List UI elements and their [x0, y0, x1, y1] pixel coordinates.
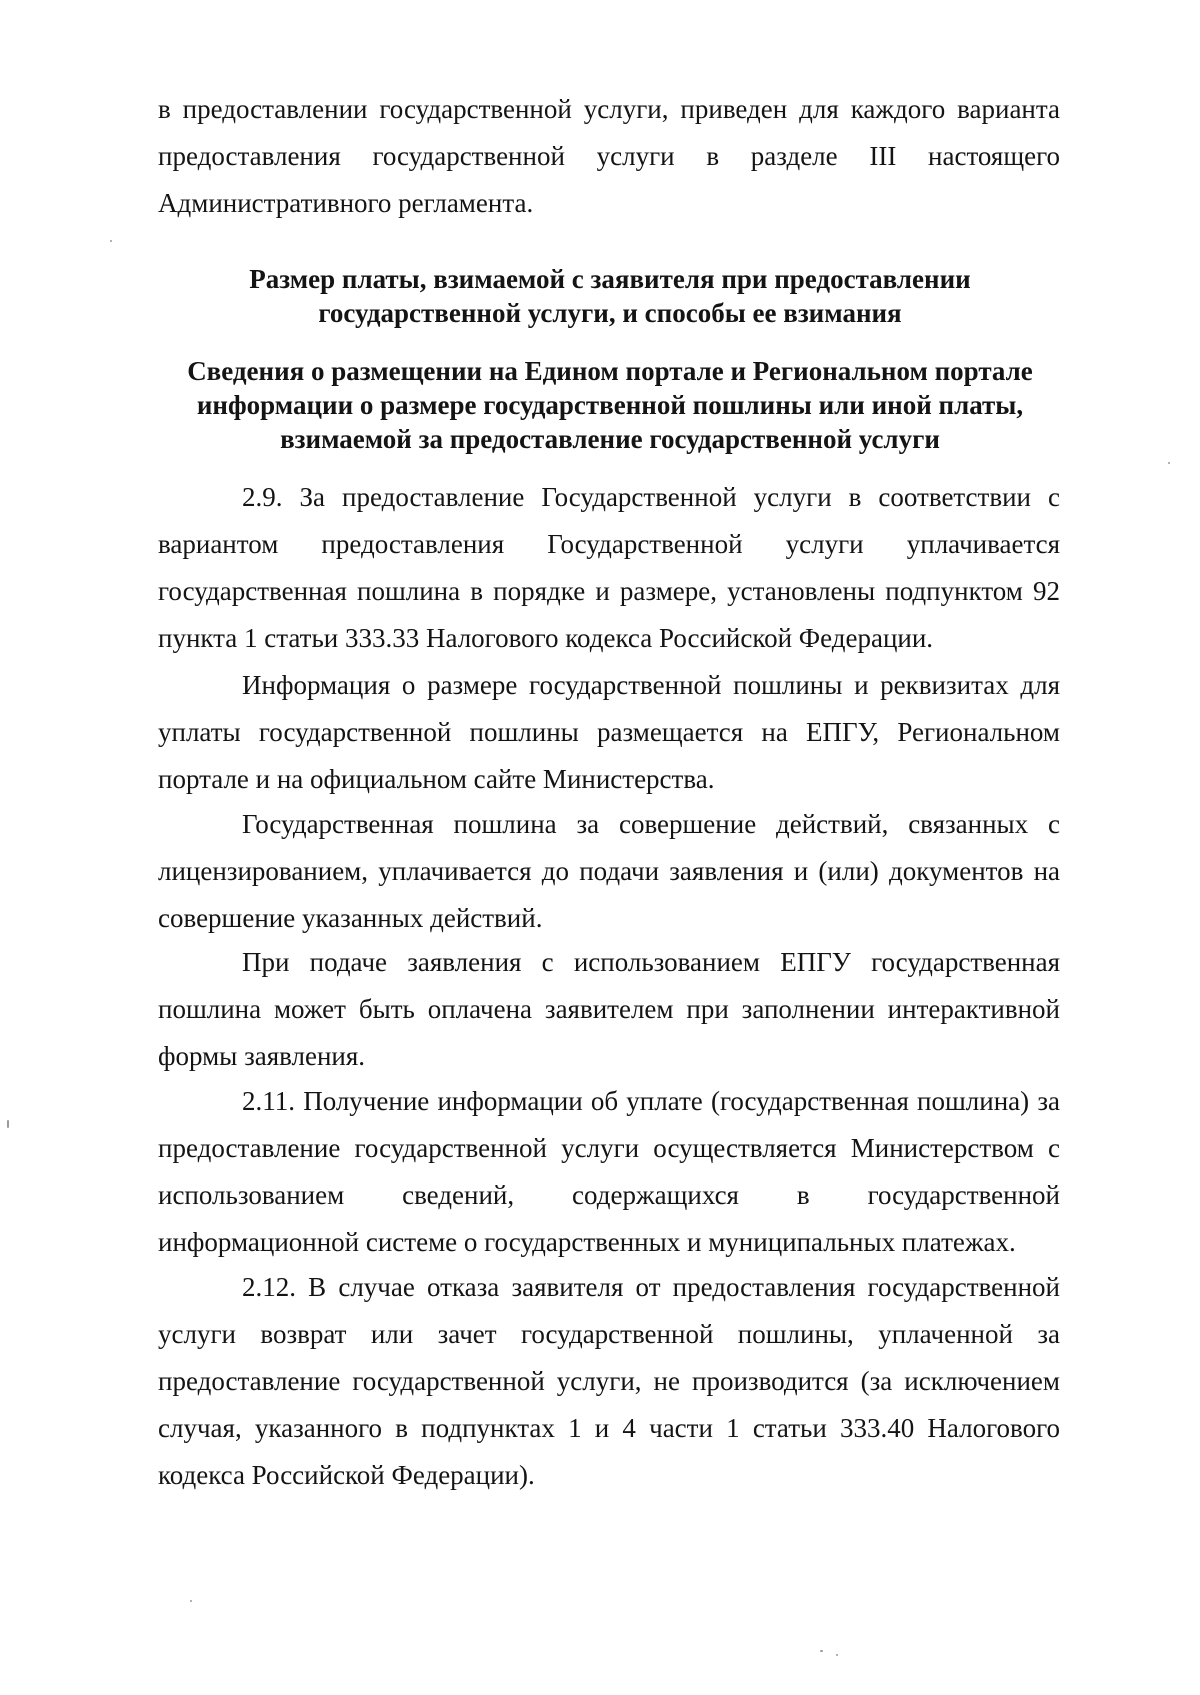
paragraph-info: Информация о размере государственной пошлины и реквизитах для уплаты государственной пошлины размещается на ЕПГУ, Региональном портале и на официальном сайте Министерства. — [158, 670, 1060, 794]
paragraph-2-11: 2.11. Получение информации об уплате (государственная пошлина) за предоставление государственной услуги осуществляется Министерством с использованием сведений, содержащихся в государственной информационной системе о государственных и муниципальных платежах. — [158, 1086, 1060, 1257]
heading-portal-info: Сведения о размещении на Едином портале и Региональном портале информации о размере государственной пошлины или иной платы, взимаемой за предоставление государственной услуги — [187, 356, 1033, 454]
paragraph-fee-licensing: Государственная пошлина за совершение действий, связанных с лицензированием, уплачивается до подачи заявления и (или) документов на совершение указанных действий. — [158, 809, 1060, 933]
scan-speck — [820, 1650, 823, 1652]
scan-speck — [190, 1600, 192, 1602]
heading-fee: Размер платы, взимаемой с заявителя при предоставлении государственной услуги, и способы ее взимания — [249, 264, 971, 328]
scan-speck — [110, 240, 112, 242]
paragraph-2-12: 2.12. В случае отказа заявителя от предоставления государственной услуги возврат или зачет государственной пошлины, уплаченной за предоставление государственной услуги, не производится (за исключением случая, указанного в подпунктах 1 и 4 части 1 статьи 333.40 Налогового кодекса Российской Федерации). — [158, 1272, 1060, 1490]
scan-speck — [836, 1654, 838, 1656]
paragraph-2-9: 2.9. За предоставление Государственной услуги в соответствии с вариантом предоставления Государственной услуги уплачивается государственная пошлина в порядке и размере, установлены подпунктом 92 пункта 1 статьи 333.33 Налогового кодекса Российской Федерации. — [158, 482, 1060, 653]
paragraph-epgu-payment: При подаче заявления с использованием ЕПГУ государственная пошлина может быть оплачена заявителем при заполнении интерактивной формы заявления. — [158, 947, 1060, 1071]
paragraph-intro: в предоставлении государственной услуги, приведен для каждого варианта предоставления государственной услуги в разделе III настоящего Административного регламента. — [158, 94, 1060, 218]
scan-speck — [7, 1120, 9, 1128]
scan-speck — [1168, 462, 1170, 464]
